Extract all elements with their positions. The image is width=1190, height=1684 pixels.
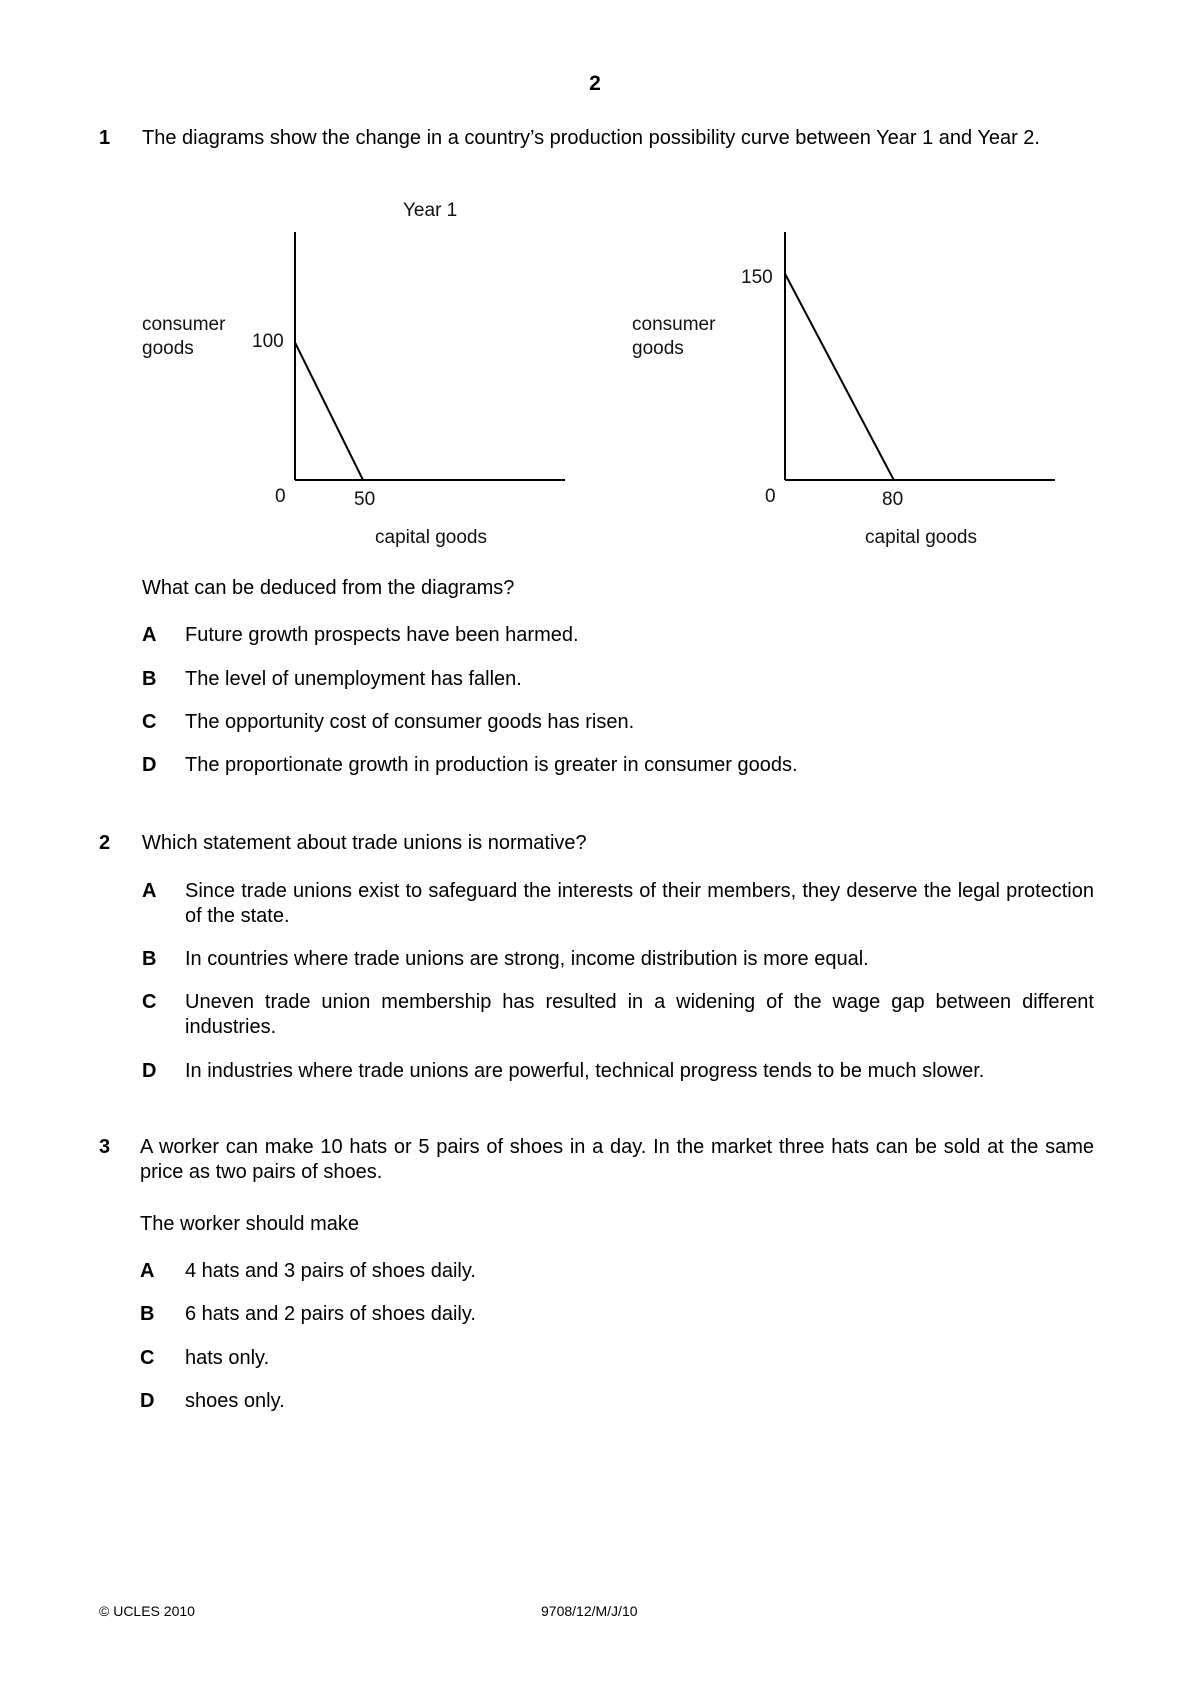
question-3-option-a-letter: A <box>140 1260 155 1282</box>
question-2-option-a-text: Since trade unions exist to safeguard the interests of their members, they deserve the legal protection of the state. <box>185 880 1094 927</box>
question-3-option-d-letter: D <box>140 1390 155 1412</box>
question-1-option-c-text: The opportunity cost of consumer goods has risen. <box>185 711 635 733</box>
question-1-text: The diagrams show the change in a country’s production possibility curve between Year 1 and Year 2. <box>142 127 1040 149</box>
diagram-2-ppc-chart <box>0 0 1190 600</box>
diagram-2-y-intercept-label: 150 <box>741 267 773 288</box>
question-3-text: A worker can make 10 hats or 5 pairs of shoes in a day. In the market three hats can be sold at the same price as two pairs of shoes. <box>140 1136 1094 1183</box>
diagram-2-origin-label: 0 <box>765 486 776 507</box>
question-1-option-b-text: The level of unemployment has fallen. <box>185 668 522 690</box>
diagram-2-y-axis-label-line1: consumer <box>632 314 716 335</box>
question-2-option-b-letter: B <box>142 948 157 970</box>
footer-copyright: © UCLES 2010 <box>99 1603 195 1619</box>
question-3-option-c-letter: C <box>140 1347 155 1369</box>
question-2-option-d-letter: D <box>142 1060 157 1082</box>
diagram-1-y-axis-label-line2: goods <box>142 338 194 359</box>
diagram-1-y-intercept-label: 100 <box>252 331 284 352</box>
question-3-option-d-text: shoes only. <box>185 1390 285 1412</box>
diagram-2-x-axis-label: capital goods <box>865 527 977 548</box>
question-3-number: 3 <box>99 1136 111 1158</box>
diagram-1-x-intercept-label: 50 <box>354 489 376 510</box>
page-number: 2 <box>589 72 601 95</box>
diagram-2-x-intercept-label: 80 <box>882 489 904 510</box>
question-2-option-b-text: In countries where trade unions are strong, income distribution is more equal. <box>185 948 869 970</box>
question-2-option-a-letter: A <box>142 880 157 902</box>
question-2-option-c-letter: C <box>142 991 157 1013</box>
question-1-number: 1 <box>99 127 111 149</box>
question-3-option-b-text: 6 hats and 2 pairs of shoes daily. <box>185 1303 476 1325</box>
question-1-option-a-text: Future growth prospects have been harmed. <box>185 624 579 646</box>
question-2-number: 2 <box>99 832 111 854</box>
diagram-2-y-axis-label-line2: goods <box>632 338 684 359</box>
footer-paper-code: 9708/12/M/J/10 <box>541 1603 638 1619</box>
question-1-option-b-letter: B <box>142 668 157 690</box>
question-1-option-a-letter: A <box>142 624 157 646</box>
question-3-option-c-text: hats only. <box>185 1347 270 1369</box>
question-2-option-c-text: Uneven trade union membership has resulted in a widening of the wage gap between different industries. <box>185 991 1094 1038</box>
diagram-1-title: Year 1 <box>403 200 458 221</box>
question-2-text: Which statement about trade unions is normative? <box>142 832 587 854</box>
question-3-option-b-letter: B <box>140 1303 155 1325</box>
diagram-1-origin-label: 0 <box>275 486 286 507</box>
diagram-1-y-axis-label-line1: consumer <box>142 314 226 335</box>
question-1-option-d-text: The proportionate growth in production is greater in consumer goods. <box>185 754 798 776</box>
diagram-2-ppc-line <box>785 274 894 480</box>
question-3-option-a-text: 4 hats and 3 pairs of shoes daily. <box>185 1260 476 1282</box>
question-3-prompt: The worker should make <box>140 1213 359 1235</box>
question-1-option-d-letter: D <box>142 754 157 776</box>
question-1-prompt: What can be deduced from the diagrams? <box>142 577 515 599</box>
question-1-option-c-letter: C <box>142 711 157 733</box>
diagram-1-x-axis-label: capital goods <box>375 527 487 548</box>
question-2-option-d-text: In industries where trade unions are powerful, technical progress tends to be much slower. <box>185 1060 985 1082</box>
